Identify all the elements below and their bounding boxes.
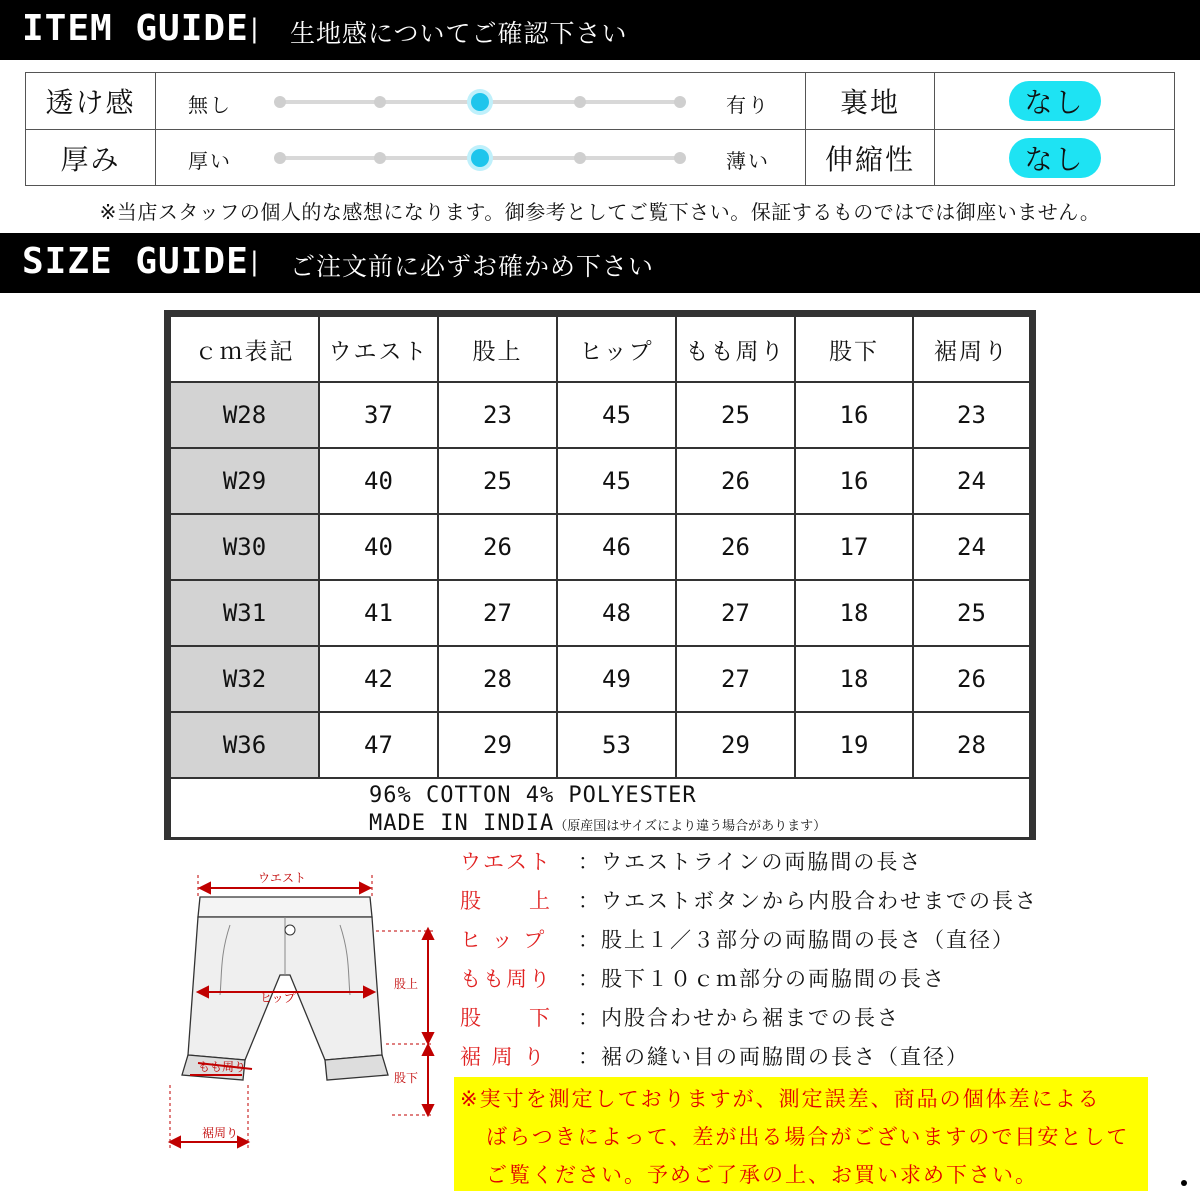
diagram-waist-label: ウエスト [258, 871, 307, 885]
transparency-max-label: 有り [726, 93, 770, 117]
size-table-cell: 26 [914, 647, 1029, 711]
size-table-cell: 24 [914, 515, 1029, 579]
size-table-cell: 23 [914, 383, 1029, 447]
size-table-cell: 25 [439, 449, 556, 513]
thickness-label: 厚み [60, 142, 121, 176]
scale-dot [674, 96, 686, 108]
size-table-cell: 48 [558, 581, 675, 645]
warning-line-2: ばらつきによって、差が出る場合がございますので目安として [486, 1125, 1130, 1149]
diagram-thigh-label: もも周り [198, 1060, 247, 1074]
transparency-min-label: 無し [188, 93, 232, 117]
lining-value-cell [935, 73, 1174, 129]
size-table-cell: 27 [439, 581, 556, 645]
size-table-cell: 26 [677, 449, 794, 513]
size-table-header: 股上 [439, 317, 556, 381]
item-guide-banner [0, 0, 1200, 60]
definition-inseam: 股 下 ：内股合わせから裾までの長さ [460, 1006, 900, 1030]
size-table-cell: 28 [914, 713, 1029, 777]
size-table-cell: 26 [677, 515, 794, 579]
origin-note: （原産国はサイズにより違う場合があります） [554, 819, 827, 834]
measurement-warning [454, 1077, 1148, 1191]
diagram-inseam-label: 股下 [394, 1071, 419, 1085]
diagram-hem-label: 裾周り [202, 1126, 239, 1140]
size-table-cell: 45 [558, 449, 675, 513]
stretch-value-cell [935, 130, 1174, 185]
size-table-header: 股下 [796, 317, 912, 381]
waist-button [285, 925, 295, 935]
scale-dot [674, 152, 686, 164]
fabric-feel-table [25, 72, 1175, 186]
material-info [171, 779, 1029, 837]
definition-hip: ヒ ッ プ ：股上１／３部分の両脇間の長さ（直径） [460, 928, 1015, 952]
col-divider [155, 73, 156, 185]
size-row-label: W36 [171, 713, 318, 777]
size-row-label: W30 [171, 515, 318, 579]
item-guide-subtitle: 生地感についてご確認下さい [290, 19, 628, 48]
size-table-cell: 29 [439, 713, 556, 777]
size-table-cell: 27 [677, 647, 794, 711]
size-table-cell: 25 [677, 383, 794, 447]
size-guide-banner [0, 233, 1200, 293]
size-table-cell: 53 [558, 713, 675, 777]
size-table-header: もも周り [677, 317, 794, 381]
size-table-cell: 47 [320, 713, 437, 777]
diagram-rise-label: 股上 [394, 977, 419, 991]
diagram-hip-label: ヒップ [260, 991, 296, 1005]
size-table-cell: 27 [677, 581, 794, 645]
item-guide-separator: | [250, 14, 259, 44]
size-table-cell: 41 [320, 581, 437, 645]
staff-opinion-note: ※当店スタッフの個人的な感想になります。御参考としてご覧下さい。保証するものではでは御座いません。 [99, 200, 1101, 224]
definition-thigh: もも周り ：股下１０ｃｍ部分の両脇間の長さ [460, 967, 946, 991]
lining-value-badge: なし [1009, 81, 1101, 121]
size-table-header: ｃｍ表記 [171, 317, 318, 381]
size-table-header: 裾周り [914, 317, 1029, 381]
country-of-origin: MADE IN INDIA（原産国はサイズにより違う場合があります） [369, 811, 827, 836]
stretch-label: 伸縮性 [824, 142, 915, 176]
size-row-label: W31 [171, 581, 318, 645]
size-table-cell: 49 [558, 647, 675, 711]
scale-dot [574, 152, 586, 164]
size-table-header: ウエスト [320, 317, 437, 381]
warning-line-1: ※実寸を測定しておりますが、測定誤差、商品の個体差による [460, 1087, 1101, 1111]
lining-label-cell [806, 73, 934, 129]
thickness-label-cell [26, 130, 155, 185]
size-table-cell: 29 [677, 713, 794, 777]
scale-dot-selected [471, 149, 489, 167]
thickness-max-label: 薄い [726, 149, 770, 173]
item-guide-title: ITEM GUIDE [22, 8, 249, 49]
size-table-cell: 26 [439, 515, 556, 579]
scale-dot [574, 96, 586, 108]
stretch-value-badge: なし [1009, 138, 1101, 178]
size-guide-title: SIZE GUIDE [22, 241, 249, 282]
size-table-cell: 23 [439, 383, 556, 447]
size-table-cell: 28 [439, 647, 556, 711]
material-composition: 96% COTTON 4% POLYESTER [369, 783, 697, 808]
scale-dot-selected [471, 93, 489, 111]
scale-dot [374, 96, 386, 108]
size-guide-subtitle: ご注文前に必ずお確かめ下さい [290, 252, 655, 281]
scale-dot [274, 152, 286, 164]
size-table [164, 310, 1036, 840]
size-table-cell: 37 [320, 383, 437, 447]
size-table-cell: 25 [914, 581, 1029, 645]
thickness-min-label: 厚い [188, 149, 232, 173]
shorts-diagram [160, 855, 450, 1155]
scale-dot [374, 152, 386, 164]
size-guide-separator: | [250, 247, 259, 277]
size-table-cell: 42 [320, 647, 437, 711]
size-table-cell: 46 [558, 515, 675, 579]
size-table-cell: 24 [914, 449, 1029, 513]
waistband-shape [198, 897, 372, 917]
size-table-cell: 18 [796, 647, 912, 711]
definition-rise: 股 上 ：ウエストボタンから内股合わせまでの長さ [460, 889, 1038, 913]
size-row-label: W32 [171, 647, 318, 711]
size-table-cell: 19 [796, 713, 912, 777]
transparency-label: 透け感 [45, 86, 136, 119]
size-table-header: ヒップ [558, 317, 675, 381]
page-end-dot [1181, 1180, 1187, 1186]
lining-label: 裏地 [839, 86, 900, 119]
size-table-cell: 40 [320, 449, 437, 513]
size-table-cell: 40 [320, 515, 437, 579]
size-row-label: W28 [171, 383, 318, 447]
stretch-label-cell [806, 130, 934, 185]
transparency-label-cell [26, 73, 155, 129]
right-cuff-shape [325, 1055, 388, 1080]
size-table-cell: 16 [796, 449, 912, 513]
scale-dot [274, 96, 286, 108]
definition-waist: ウエスト ：ウエストラインの両脇間の長さ [460, 850, 923, 874]
size-table-cell: 45 [558, 383, 675, 447]
size-table-cell: 17 [796, 515, 912, 579]
definition-hem: 裾 周 り ：裾の縫い目の両脇間の長さ（直径） [460, 1045, 969, 1069]
size-table-cell: 16 [796, 383, 912, 447]
warning-line-3: ご覧ください。予めご了承の上、お買い求め下さい。 [486, 1163, 1038, 1187]
size-table-cell: 18 [796, 581, 912, 645]
size-row-label: W29 [171, 449, 318, 513]
